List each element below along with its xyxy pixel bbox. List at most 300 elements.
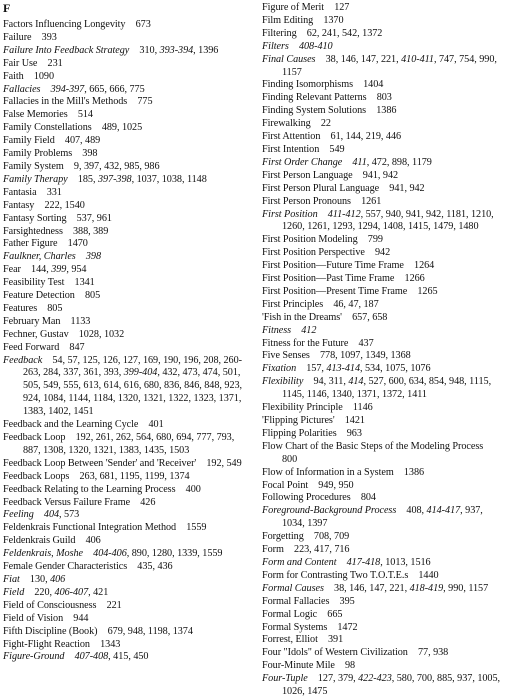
page-references <box>100 639 120 650</box>
page-ref: 666 <box>109 83 125 95</box>
index-entry <box>3 484 243 497</box>
page-references <box>69 342 84 353</box>
page-ref: 147 <box>360 53 376 65</box>
page-ref: 898 <box>391 156 408 168</box>
index-term: Flow of Information in a System <box>262 466 394 478</box>
page-ref: 942 <box>374 247 391 259</box>
page-ref: 942 <box>409 182 425 194</box>
index-entry <box>3 277 243 290</box>
page-references <box>73 613 88 624</box>
page-ref: 127 <box>334 2 350 13</box>
page-ref: 1349 <box>365 350 386 362</box>
page-ref: 474 <box>202 367 218 379</box>
page-ref: 1408 <box>382 221 403 233</box>
page-references <box>418 570 438 581</box>
index-column-left <box>3 19 243 664</box>
page-ref: 406 <box>85 535 101 547</box>
page-references: 157, 413-414, 534, 1075, 1076 <box>306 363 431 375</box>
index-term: Formal Causes <box>262 582 324 594</box>
page-ref: 793 <box>216 432 232 443</box>
page-ref: 57 <box>67 354 78 366</box>
index-entry <box>3 187 243 200</box>
page-references: 192, 261, 262, 564, 680, 694, 777, 793, 887, 1308, 1320, 1321, 1383, 1435, 1503 <box>23 432 235 456</box>
page-ref: 1370 <box>323 14 344 26</box>
page-references: 404, 573 <box>43 509 80 521</box>
page-ref: 1383 <box>23 406 44 418</box>
page-ref: 411 <box>352 156 367 168</box>
page-references <box>34 71 54 82</box>
index-term: First Person Language <box>262 169 353 181</box>
page-ref: 417-418 <box>346 556 381 568</box>
index-term: Following Procedures <box>262 492 351 504</box>
page-ref: 361 <box>83 367 99 379</box>
page-ref: 923 <box>224 380 240 392</box>
index-entry <box>3 548 243 561</box>
index-term: Fitness for the Future <box>262 337 349 349</box>
page-ref: 804 <box>360 492 376 504</box>
index-term: Fantasy Sorting <box>3 212 67 224</box>
page-ref: 262 <box>115 432 131 443</box>
page-ref: 549 <box>226 457 242 469</box>
page-ref: 404 <box>43 509 60 521</box>
page-ref: 665 <box>327 608 343 620</box>
index-entry <box>262 376 504 402</box>
page-references <box>345 660 355 671</box>
index-term: Four "Idols" of Western Civilization <box>262 647 408 659</box>
page-references: 388, 389 <box>73 225 109 237</box>
index-entry <box>3 148 243 161</box>
index-entry <box>3 574 243 587</box>
index-entry <box>3 32 243 45</box>
page-ref: 221 <box>106 599 122 611</box>
page-ref: 395 <box>339 595 355 607</box>
page-ref: 222 <box>44 199 60 211</box>
index-entry <box>262 286 504 299</box>
page-ref: 549 <box>43 380 59 392</box>
page-ref: 805 <box>85 290 101 302</box>
page-references: 54, 57, 125, 126, 127, 169, 190, 196, 208, 260-263, 284, 337, 361, 393, 399-404, 432, 473, 474, 501, 505, 549, 555, 613, 614, 616, 680, 836, 846, 848, 923, 924, 1084, 1144, 1184, 1320, 1321, 1322, 1323, 1371, 1383, 1402, 1451 <box>23 354 243 418</box>
page-ref: 600 <box>388 376 404 388</box>
index-entry <box>3 509 243 522</box>
index-term: Fallacies in the Mill's Methods <box>3 96 128 108</box>
index-entry <box>262 557 504 570</box>
index-term: Field <box>3 586 25 598</box>
page-ref: 406 <box>50 573 66 585</box>
index-term: Father Figure <box>3 238 58 250</box>
page-references <box>329 144 344 155</box>
page-ref: 1372 <box>381 389 403 401</box>
index-entry <box>262 660 504 673</box>
index-term: Fechner, Gustav <box>3 328 69 340</box>
page-ref: 414-417 <box>426 505 461 517</box>
index-entry <box>3 122 243 135</box>
index-term: Flow Chart of the Basic Steps of the Modeling Process <box>262 440 484 452</box>
page-ref: 1480 <box>458 221 479 233</box>
index-term: First Position—Past Time Frame <box>262 273 395 285</box>
page-ref: 192 <box>75 432 91 443</box>
index-term: Fiat <box>3 573 20 585</box>
page-references <box>107 600 122 611</box>
index-term: Four-Tuple <box>262 673 308 685</box>
index-entry <box>262 531 504 544</box>
page-ref: 1265 <box>417 285 438 297</box>
index-entry <box>262 480 504 493</box>
page-ref: 775 <box>129 83 145 95</box>
index-term: Fantasia <box>3 186 37 198</box>
page-ref: 1037 <box>136 173 157 185</box>
index-entry <box>3 316 243 329</box>
page-ref: 187 <box>363 298 379 310</box>
page-ref: 399 <box>51 264 67 276</box>
page-ref: 410-411 <box>401 53 434 65</box>
index-term: Fair Use <box>3 57 38 69</box>
index-term: Faith <box>3 70 24 82</box>
page-ref: 1451 <box>73 406 94 418</box>
index-entry <box>262 299 504 312</box>
page-references <box>358 338 373 349</box>
index-term: Field of Consciousness <box>3 599 97 611</box>
page-ref: 1411 <box>407 389 427 401</box>
page-references: 310, 393-394, 1396 <box>139 44 219 56</box>
page-ref: 1470 <box>67 238 88 250</box>
page-ref: 98 <box>345 660 356 672</box>
index-term: Forrest, Elliot <box>262 634 318 646</box>
page-ref: 1559 <box>186 522 207 534</box>
page-ref: 1396 <box>198 44 219 56</box>
page-ref: 1145 <box>282 389 302 401</box>
page-references <box>75 277 95 288</box>
page-ref: 22 <box>320 118 331 130</box>
page-references: 657, 658 <box>352 311 388 323</box>
page-references <box>301 325 316 336</box>
page-ref: 1181 <box>446 208 466 220</box>
page-ref: 1294 <box>357 221 378 233</box>
index-term: First Order Change <box>262 156 343 168</box>
index-term: First Position—Future Time Frame <box>262 260 404 272</box>
index-column-right <box>262 2 504 699</box>
page-references <box>186 484 201 495</box>
page-ref: 708 <box>313 531 330 543</box>
page-ref: 473 <box>182 367 198 379</box>
index-entry <box>262 634 504 647</box>
page-ref: 694 <box>176 432 192 443</box>
page-ref: 948 <box>127 625 143 637</box>
page-references <box>47 187 62 198</box>
index-entry <box>3 522 243 535</box>
page-ref: 284 <box>43 367 59 379</box>
page-references <box>376 105 396 116</box>
section-letter: F <box>3 1 11 15</box>
index-term: First Person Plural Language <box>262 182 380 194</box>
page-references: 537, 961 <box>76 212 112 224</box>
page-ref: 950 <box>338 479 354 491</box>
page-references <box>186 522 206 533</box>
page-ref: 422-423 <box>358 673 392 685</box>
page-ref: 77 <box>418 647 429 659</box>
page-ref: 1184 <box>93 393 113 405</box>
page-ref: 394-397 <box>50 83 85 95</box>
page-references <box>48 58 63 69</box>
page-ref: 1090 <box>33 70 55 82</box>
page-ref: 432 <box>104 160 120 172</box>
page-references <box>347 428 362 439</box>
page-references <box>42 32 57 43</box>
page-ref: 803 <box>376 92 392 104</box>
page-ref: 38 <box>325 53 336 65</box>
page-references: 949, 950 <box>318 479 354 491</box>
page-references <box>137 96 152 107</box>
index-entry <box>262 28 504 41</box>
index-entry <box>262 428 504 441</box>
page-ref: 192 <box>206 457 222 469</box>
page-ref: 1115 <box>469 376 489 388</box>
page-ref: 1374 <box>172 625 193 637</box>
page-ref: 1435 <box>143 444 165 456</box>
page-ref: 147 <box>369 582 385 594</box>
index-entry <box>262 170 504 183</box>
page-references <box>47 303 62 314</box>
page-ref: 963 <box>346 427 362 439</box>
page-ref: 1034 <box>282 518 303 530</box>
page-references <box>85 290 100 301</box>
page-ref: 1340 <box>331 389 352 401</box>
page-ref: 1028 <box>78 328 99 340</box>
page-references: 435, 436 <box>137 561 173 573</box>
page-ref: 379 <box>338 673 354 685</box>
page-ref: 408-410 <box>298 40 333 52</box>
page-ref: 557 <box>365 208 381 220</box>
index-entry <box>3 303 243 316</box>
index-entry <box>3 96 243 109</box>
page-ref: 634 <box>408 376 424 388</box>
index-entry <box>262 196 504 209</box>
page-references <box>361 492 376 503</box>
page-ref: 501 <box>222 367 238 379</box>
page-ref: 185 <box>77 173 93 185</box>
page-ref: 747 <box>438 53 455 65</box>
index-term: Feldenkrais, Moshe <box>3 548 84 560</box>
page-ref: 400 <box>185 483 201 495</box>
page-ref: 1032 <box>103 328 125 340</box>
page-references: 411, 472, 898, 1179 <box>352 156 432 168</box>
page-ref: 408 <box>406 505 422 517</box>
page-references <box>71 316 91 327</box>
index-term: Five Senses <box>262 350 310 362</box>
page-ref: 190 <box>163 354 179 366</box>
page-references <box>327 609 342 620</box>
page-ref: 1404 <box>363 79 384 91</box>
page-references <box>353 402 373 413</box>
page-ref: 941 <box>389 182 405 194</box>
index-term: Finding Isomorphisms <box>262 79 353 91</box>
page-ref: 534 <box>365 363 381 375</box>
page-references <box>334 2 349 13</box>
index-term: Focal Point <box>262 479 309 491</box>
page-ref: 404-406 <box>93 548 127 560</box>
page-ref: 1013 <box>385 556 406 568</box>
page-ref: 144 <box>345 131 361 143</box>
index-term: Figure of Merit <box>262 2 325 13</box>
index-term: First Position Modeling <box>262 234 358 246</box>
page-ref: 1157 <box>468 582 489 594</box>
page-ref: 1148 <box>186 173 207 185</box>
page-ref: 450 <box>133 651 149 663</box>
index-term: Female Gender Characteristics <box>3 561 128 573</box>
page-ref: 146 <box>340 53 356 65</box>
index-term: False Memories <box>3 109 68 121</box>
index-entry <box>262 118 504 131</box>
index-term: First Person Pronouns <box>262 195 351 207</box>
page-ref: 196 <box>183 354 199 366</box>
index-entry <box>262 41 504 54</box>
page-ref: 514 <box>77 109 93 121</box>
page-ref: 1025 <box>121 122 143 134</box>
index-entry <box>3 213 243 226</box>
index-entry <box>3 639 243 652</box>
page-ref: 985 <box>124 160 140 172</box>
index-term: Firewalking <box>262 118 311 130</box>
index-term: Fear <box>3 264 21 276</box>
page-ref: 1026 <box>282 686 303 698</box>
page-ref: 1341 <box>74 277 95 289</box>
index-term: Feeling <box>3 509 34 521</box>
index-term: Fixation <box>262 363 297 375</box>
page-ref: 393 <box>103 367 119 379</box>
page-ref: 1076 <box>410 363 431 375</box>
page-references <box>299 41 333 52</box>
index-entry <box>262 131 504 144</box>
index-term: Formal Logic <box>262 608 318 620</box>
index-term: Four-Minute Mile <box>262 660 335 672</box>
page-references: 9, 397, 432, 985, 986 <box>73 160 160 172</box>
index-term: Feature Detection <box>3 290 75 302</box>
page-ref: 61 <box>330 131 341 143</box>
page-ref: 942 <box>382 169 399 181</box>
index-term: Feasibility Test <box>3 277 65 289</box>
page-ref: 1397 <box>307 518 328 530</box>
page-ref: 1084 <box>43 393 64 405</box>
page-ref: 1038 <box>161 173 182 185</box>
page-ref: 937 <box>457 673 473 685</box>
index-entry <box>262 92 504 105</box>
index-term: Feedback Loops <box>3 470 70 482</box>
index-term: Failure <box>3 31 32 43</box>
index-entry <box>262 273 504 286</box>
page-ref: 777 <box>196 432 212 443</box>
page-ref: 397 <box>83 160 100 172</box>
page-ref: 778 <box>319 350 336 362</box>
page-references: 46, 47, 187 <box>333 298 379 310</box>
index-entry <box>262 622 504 635</box>
page-references: 38, 146, 147, 221, 418-419, 990, 1157 <box>334 582 489 594</box>
index-term: First Position Perspective <box>262 247 365 259</box>
page-ref: 1321 <box>93 444 114 456</box>
index-term: Figure-Ground <box>3 651 65 663</box>
page-ref: 665 <box>89 83 105 95</box>
index-entry <box>262 15 504 28</box>
page-ref: 549 <box>329 143 345 155</box>
page-references <box>82 148 97 159</box>
page-ref: 1210 <box>470 208 492 220</box>
page-ref: 1293 <box>332 221 353 233</box>
index-term: Family Problems <box>3 148 73 160</box>
index-entry <box>3 58 243 71</box>
index-term: Form <box>262 544 284 556</box>
index-entry <box>3 174 243 187</box>
page-ref: 1386 <box>403 466 425 478</box>
page-ref: 437 <box>358 337 374 349</box>
index-term: Feed Forward <box>3 341 60 353</box>
index-term: Forgetting <box>262 531 304 543</box>
index-entry <box>262 596 504 609</box>
page-ref: 446 <box>385 131 402 143</box>
page-ref: 219 <box>365 131 381 143</box>
index-entry <box>262 505 504 531</box>
page-ref: 1323 <box>193 393 214 405</box>
page-ref: 157 <box>306 363 322 375</box>
index-term: Features <box>3 302 38 314</box>
index-term: Filtering <box>262 27 297 39</box>
page-ref: 263 <box>79 470 95 482</box>
page-ref: 890 <box>131 548 147 560</box>
page-references: 407, 489 <box>64 135 101 147</box>
page-ref: 54 <box>52 354 63 366</box>
page-ref: 62 <box>306 27 317 39</box>
index-term: Factors Influencing Longevity <box>3 19 126 30</box>
index-entry <box>3 587 243 600</box>
page-ref: 527 <box>368 376 384 388</box>
page-ref: 421 <box>93 586 109 598</box>
page-ref: 407-408 <box>74 651 109 663</box>
page-references: 223, 417, 716 <box>294 544 350 556</box>
page-ref: 169 <box>142 354 159 366</box>
page-ref: 126 <box>102 354 118 366</box>
index-entry <box>262 415 504 428</box>
index-term: First Attention <box>262 131 321 143</box>
page-ref: 489 <box>101 122 117 134</box>
page-ref: 986 <box>144 160 160 172</box>
index-term: Failure Into Feedback Strategy <box>3 44 130 56</box>
page-ref: 417 <box>314 544 330 556</box>
index-term: Fantasy <box>3 199 35 211</box>
page-ref: 658 <box>372 311 388 323</box>
page-ref: 414 <box>348 376 364 388</box>
page-ref: 393-394 <box>159 44 194 56</box>
index-term: Finding System Solutions <box>262 105 367 117</box>
page-references: 263, 681, 1195, 1199, 1374 <box>79 470 190 482</box>
page-ref: 1264 <box>414 260 435 272</box>
page-references <box>363 79 383 90</box>
page-ref: 673 <box>135 19 151 30</box>
index-entry <box>262 363 504 376</box>
page-ref: 613 <box>83 380 99 392</box>
index-term: Finding Relevant Patterns <box>262 92 367 104</box>
page-ref: 1343 <box>100 638 121 650</box>
page-ref: 990 <box>479 53 495 65</box>
page-references <box>140 497 155 508</box>
index-entry <box>3 651 243 664</box>
index-entry <box>262 144 504 157</box>
page-ref: 1415 <box>407 221 429 233</box>
index-term: Fallacies <box>3 83 41 95</box>
page-references: 679, 948, 1198, 1374 <box>107 625 193 637</box>
page-ref: 223 <box>294 544 310 556</box>
page-ref: 407 <box>64 135 81 147</box>
index-term: Family Field <box>3 135 55 147</box>
page-references: 404-406, 890, 1280, 1339, 1559 <box>93 548 223 560</box>
index-term: Formal Systems <box>262 621 328 633</box>
page-ref: 885 <box>437 673 453 685</box>
